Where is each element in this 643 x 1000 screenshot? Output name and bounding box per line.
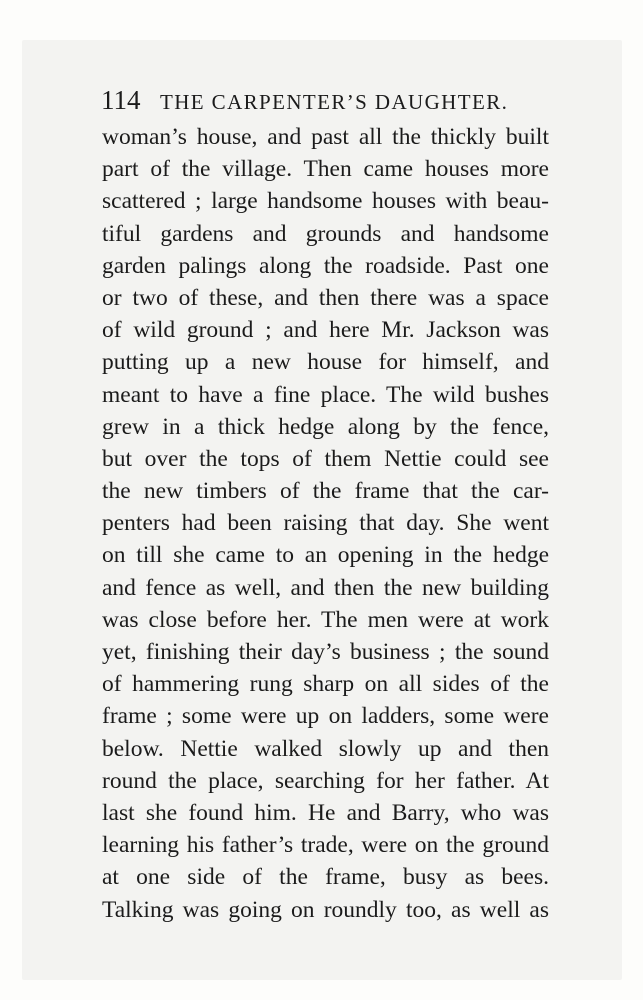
page-number: 114 xyxy=(101,85,141,115)
text-line: frame ; some were up on ladders, some were xyxy=(102,703,549,730)
text-line: tiful gardens and grounds and handsome xyxy=(102,220,549,247)
text-line: meant to have a fine place. The wild bushes xyxy=(102,381,549,408)
text-line: garden palings along the roadside. Past one xyxy=(102,252,549,279)
text-line: or two of these, and then there was a space xyxy=(102,284,549,311)
text-line: below. Nettie walked slowly up and then xyxy=(102,735,549,762)
text-line: penters had been raising that day. She went xyxy=(102,510,549,537)
page-header xyxy=(101,82,541,118)
text-line: of wild ground ; and here Mr. Jackson was xyxy=(102,317,549,344)
running-title: THE CARPENTER’S DAUGHTER. xyxy=(160,90,509,114)
text-line: was close before her. The men were at work xyxy=(102,606,549,633)
text-line: scattered ; large handsome houses with beau- xyxy=(102,188,549,215)
text-line: yet, finishing their day’s business ; the sound xyxy=(102,639,549,665)
text-line: putting up a new house for himself, and xyxy=(102,349,549,376)
text-line: last she found him. He and Barry, who was xyxy=(102,799,549,826)
text-line: on till she came to an opening in the hedge xyxy=(102,542,549,569)
text-line: round the place, searching for her father. At xyxy=(102,767,549,794)
text-line: the new timbers of the frame that the car- xyxy=(102,478,549,505)
text-line: woman’s house, and past all the thickly built xyxy=(102,124,549,150)
text-line: grew in a thick hedge along by the fence, xyxy=(102,413,549,440)
body-text xyxy=(102,121,549,926)
text-line: and fence as well, and then the new building xyxy=(102,574,549,601)
text-line: at one side of the frame, busy as bees. xyxy=(102,864,549,891)
text-line: learning his father’s trade, were on the ground xyxy=(102,832,549,859)
text-line: Talking was going on roundly too, as well as xyxy=(102,896,549,923)
text-line: of hammering rung sharp on all sides of the xyxy=(102,671,549,698)
text-line: part of the village. Then came houses more xyxy=(102,156,549,183)
text-line: but over the tops of them Nettie could see xyxy=(102,445,549,472)
